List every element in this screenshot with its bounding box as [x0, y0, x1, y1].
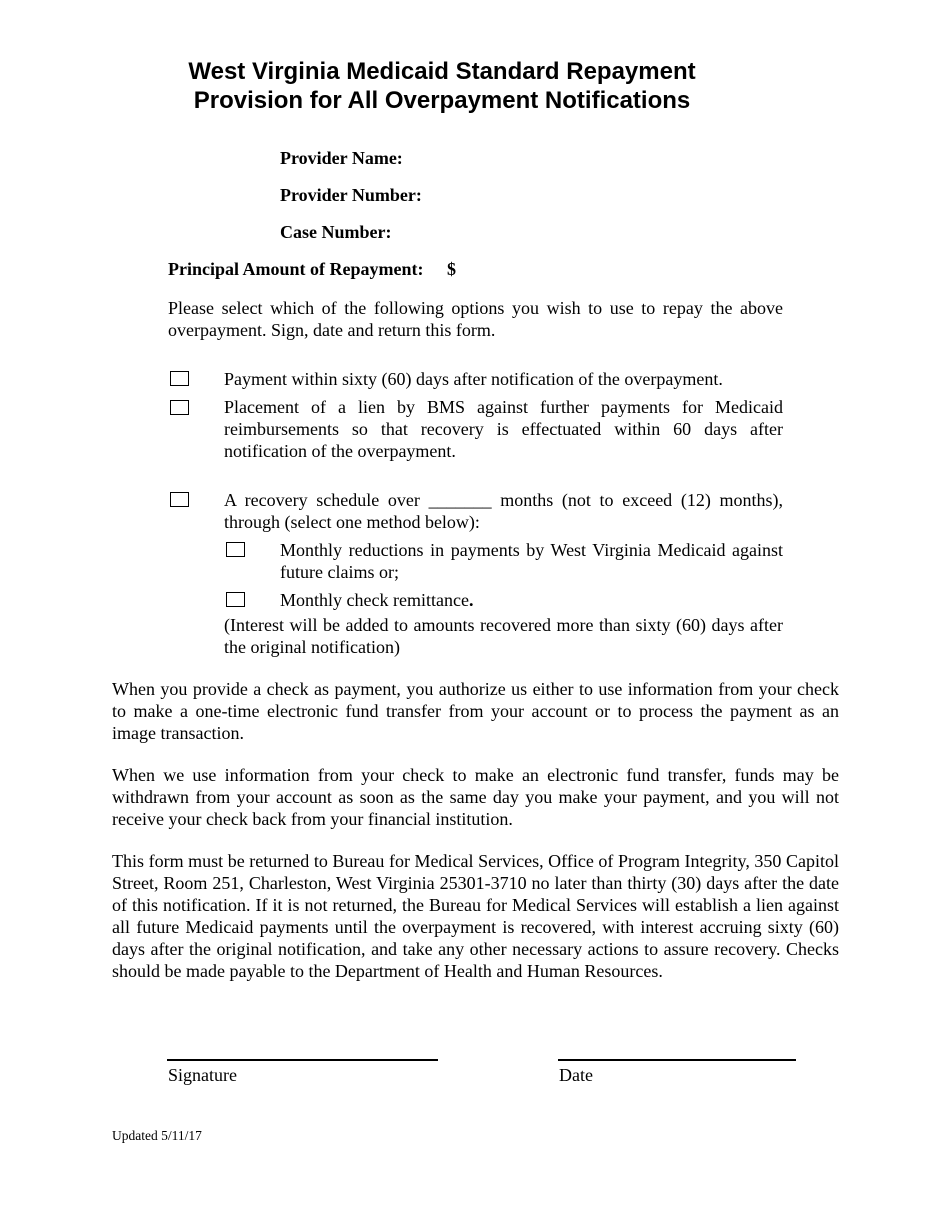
form-title — [0, 57, 884, 115]
signature-line — [167, 1059, 438, 1061]
option-lien: Placement of a lien by BMS against further payments for Medicaid reimbursements so that recovery is effectuated within 60 days after notification of the overpayment. — [224, 397, 783, 461]
option-recovery-schedule: A recovery schedule over _______ months (not to exceed (12) months), through (select one method below): — [224, 490, 783, 532]
checkbox-recovery-schedule[interactable] — [170, 492, 189, 507]
option-monthly-check-label: Monthly check remittance — [280, 590, 469, 610]
principal-amount-label: Principal Amount of Repayment: — [168, 259, 424, 279]
option-monthly-check — [280, 589, 783, 611]
updated-date: Updated 5/11/17 — [112, 1128, 202, 1143]
case-number-label: Case Number: — [280, 222, 392, 242]
checkbox-monthly-reductions[interactable] — [226, 542, 245, 557]
form-title-line-1: West Virginia Medicaid Standard Repayment — [188, 58, 696, 85]
checkbox-payment-60-days[interactable] — [170, 371, 189, 386]
option-monthly-reductions: Monthly reductions in payments by West Virginia Medicaid against future claims or; — [280, 540, 783, 582]
form-title-line-2: Provision for All Overpayment Notifications — [193, 87, 691, 114]
paragraph-electronic-fund-transfer: When we use information from your check to make an electronic fund transfer, funds may be withdrawn from your account as soon as the same day you make your payment, and you will not receive your check back from your financial institution. — [112, 765, 839, 829]
currency-sign: $ — [447, 259, 456, 279]
date-line — [558, 1059, 796, 1061]
instructions-text: Please select which of the following options you wish to use to repay the above overpayment. Sign, date and return this form. — [168, 298, 783, 340]
checkbox-lien[interactable] — [170, 400, 189, 415]
date-label: Date — [559, 1065, 593, 1085]
interest-note: (Interest will be added to amounts recovered more than sixty (60) days after the original notification) — [224, 615, 783, 657]
option-payment-60-days: Payment within sixty (60) days after notification of the overpayment. — [224, 369, 723, 389]
option-monthly-check-period: . — [468, 590, 474, 610]
checkbox-monthly-check[interactable] — [226, 592, 245, 607]
paragraph-return-instructions: This form must be returned to Bureau for Medical Services, Office of Program Integrity, 350 Capitol Street, Room 251, Charleston, West Virginia 25301-3710 no later than thirty (30) days after the date of this notification. If it is not returned, the Bureau for Medical Services will establish a lien against all future Medicaid payments until the overpayment is recovered, with interest accruing sixty (60) days after the original notification, and take any other necessary actions to assure recovery. Checks should be made payable to the Department of Health and Human Resources. — [112, 851, 839, 981]
provider-name-label: Provider Name: — [280, 148, 403, 168]
provider-number-label: Provider Number: — [280, 185, 422, 205]
signature-label: Signature — [168, 1065, 237, 1085]
paragraph-check-authorization: When you provide a check as payment, you authorize us either to use information from your check to make a one-time electronic fund transfer from your account or to process the payment as an image transaction. — [112, 679, 839, 743]
